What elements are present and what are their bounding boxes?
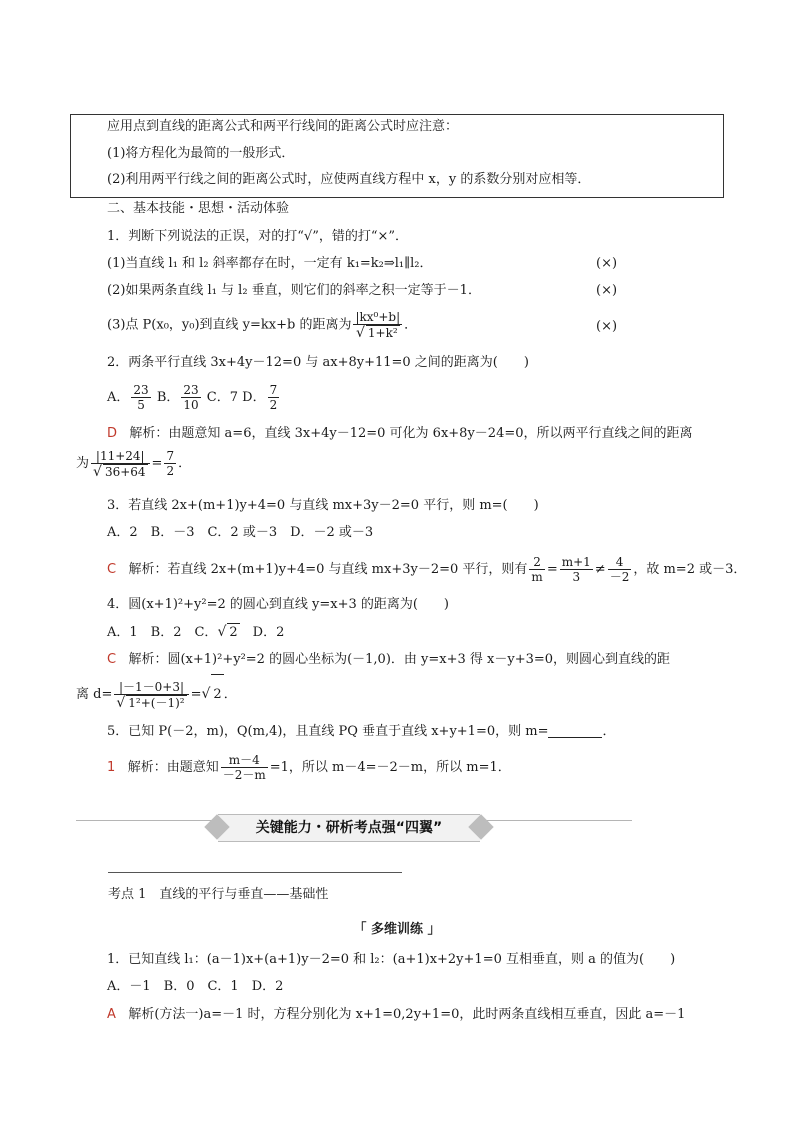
- q4-sol-fraction: [114, 680, 188, 710]
- q4-sol-prefix: 离 d=: [76, 687, 113, 702]
- q1-statement-3: [107, 310, 417, 341]
- q3-sol-frac-3: [608, 555, 632, 584]
- note-item-2: (2)利用两平行线之间的距离公式时，应使两直线方程中 x，y 的系数分别对应相等．: [107, 172, 591, 187]
- q2-sol-fraction: [91, 449, 150, 479]
- sqrt-icon: √: [217, 624, 227, 640]
- topic-q1-solution: [107, 1006, 685, 1024]
- sqrt-icon: √: [355, 325, 365, 341]
- q2-option-b-label: B．: [156, 390, 180, 405]
- section-banner: 关键能力・研析考点强“四翼”: [218, 814, 480, 842]
- q5-solution: [107, 750, 511, 786]
- q4-option-c-radicand: 2: [229, 625, 238, 640]
- q1-mark-1: (×): [596, 256, 618, 271]
- q1-stem: 1．判断下列说法的正误，对的打“√”，错的打“×”．: [107, 229, 409, 244]
- q3-sol-suffix: ，故 m=2 或－3．: [633, 562, 747, 577]
- q5-sol-suffix: =1，所以 m－4=－2－m，所以 m=1．: [269, 760, 511, 775]
- q4-sol-suffix: ．: [223, 687, 237, 702]
- topic-q1-answer: A: [107, 1007, 116, 1022]
- note-item-1: (1)将方程化为最简的一般形式．: [107, 146, 295, 161]
- q1-statement-2: (2)如果两条直线 l₁ 与 l₂ 垂直，则它们的斜率之积一定等于－1．: [107, 283, 481, 298]
- q2-solution-text: 解析：由题意知 a=6，直线 3x+4y－12=0 可化为 6x+8y－24=0，所以两平行直线之间的距离: [129, 426, 693, 441]
- q2-answer: D: [107, 426, 118, 441]
- q3-options: A．2 B．－3 C．2 或－3 D．－2 或－3: [107, 525, 374, 540]
- q4-stem: 4．圆(x+1)²+y²=2 的圆心到直线 y=x+3 的距离为( ): [107, 597, 450, 612]
- q4-options: [107, 623, 284, 642]
- q2-sol-prefix: 为: [76, 456, 90, 471]
- q3-sol-frac-2: [560, 555, 593, 584]
- q3-sol-frac-1: [529, 555, 544, 584]
- topic-q1-stem: 1．已知直线 l₁：(a－1)x+(a+1)y－2=0 和 l₂：(a+1)x+2y+1=0 互相垂直，则 a 的值为( ): [107, 952, 676, 967]
- q2-sol-den-radicand: 36+64: [104, 464, 146, 479]
- q4-sol-den-radicand: 1²+(－1)²: [128, 695, 185, 710]
- q2-solution-line-2: 为 $\frac{|11+24|}{√ 36+64}$ = $\frac{7}{2}$ ．: [76, 448, 192, 480]
- q3-f3-num: 4: [608, 555, 632, 570]
- q1-mark-2: (×): [596, 283, 618, 298]
- q5-sol-den: －2－m: [222, 768, 266, 782]
- banner-rule-right: [472, 820, 632, 821]
- q5-stem-prefix: 5．已知 P(－2，m)，Q(m,4)，且直线 PQ 垂直于直线 x+y+1=0，则 m=: [107, 724, 549, 739]
- q4-options-prefix: A．1 B．2 C．: [107, 625, 218, 640]
- q2-option-d-label: D．: [242, 390, 266, 405]
- q2-option-c: 7: [229, 390, 239, 405]
- q3-f1-num: 2: [529, 555, 544, 570]
- topic-q1-solution-text: 解析(方法一)a=－1 时，方程分别化为 x+1=0,2y+1=0，此时两条直线相互垂直，因此 a=－1: [128, 1007, 686, 1022]
- q4-answer: C: [107, 652, 117, 667]
- q5-answer: 1: [107, 760, 116, 775]
- q1-s3-den-radicand: 1+k²: [367, 326, 398, 340]
- banner-rule-left: [76, 820, 226, 821]
- q2-option-b-num: 23: [183, 383, 199, 397]
- q2-option-a: [131, 383, 150, 412]
- q1-s3-suffix: ．: [404, 317, 418, 333]
- q4-sol-num: |－1－0+3|: [114, 680, 188, 695]
- topic-q1-options: A．－1 B．0 C．1 D．2: [107, 979, 284, 994]
- topic-title: 考点 1 直线的平行与垂直——基础性: [108, 887, 329, 902]
- q5-stem: [107, 723, 616, 741]
- q2-sol-result: [164, 449, 176, 478]
- q5-answer-blank: [548, 725, 602, 738]
- sqrt-icon: √: [116, 694, 126, 711]
- q4-sol-den: [114, 695, 188, 710]
- sqrt-icon: √: [93, 463, 102, 480]
- q1-statement-1: (1)当直线 l₁ 和 l₂ 斜率都存在时，一定有 k₁=k₂⇒l₁∥l₂．: [107, 256, 433, 271]
- q3-f1-den: m: [531, 570, 543, 584]
- q2-stem: 2．两条平行直线 3x+4y－12=0 与 ax+8y+11=0 之间的距离为( ): [107, 355, 529, 370]
- q2-sol-den: [91, 464, 150, 479]
- section-heading: 二、基本技能・思想・活动体验: [107, 201, 290, 216]
- q5-sol-num: m－4: [221, 753, 268, 768]
- topic-rule: [108, 872, 402, 873]
- q2-option-a-num: 23: [133, 383, 149, 397]
- q4-sol-result: 2: [211, 674, 223, 715]
- q5-sol-prefix: 解析：由题意知: [127, 760, 219, 775]
- sqrt-icon: √: [201, 686, 211, 702]
- topic-subtitle: 「 多维训练 」: [353, 922, 441, 937]
- q2-sol-result-num: 7: [166, 449, 175, 463]
- q3-f2-num: m+1: [561, 555, 591, 569]
- q2-option-d: [268, 383, 280, 412]
- q3-stem: 3．若直线 2x+(m+1)y+4=0 与直线 mx+3y－2=0 平行，则 m=( ): [107, 498, 539, 513]
- q4-solution-line-2: 离 d= $\frac{|-1-0+3|}{\text{√ 1²+(－1)²}}$ =√ 2 ．: [76, 674, 237, 715]
- q5-stem-suffix: ．: [602, 724, 616, 739]
- q3-sol-prefix: 解析：若直线 2x+(m+1)y+4=0 与直线 mx+3y－2=0 平行，则有: [128, 562, 528, 577]
- q2-sol-num: |11+24|: [91, 449, 150, 464]
- q3-f3-den: －2: [609, 570, 630, 584]
- q2-solution-line-1: [107, 425, 693, 443]
- q1-s3-fraction: [353, 310, 402, 340]
- q2-option-d-num: 7: [269, 383, 278, 397]
- q2-sol-result-den: 2: [166, 464, 175, 478]
- q3-answer: C: [107, 562, 117, 577]
- q2-sol-suffix: ．: [178, 456, 192, 471]
- q1-s3-prefix: (3)点 P(x₀，y₀)到直线 y=kx+b 的距离为: [107, 317, 352, 333]
- q2-option-b: [181, 383, 200, 412]
- q3-f2-den: 3: [572, 570, 581, 584]
- q2-options: [107, 380, 281, 416]
- q1-s3-den: [353, 325, 402, 340]
- note-title: 应用点到直线的距离公式和两平行线间的距离公式时应注意：: [107, 119, 459, 134]
- q2-option-a-label: A．: [107, 390, 130, 405]
- q2-option-a-den: 5: [137, 398, 145, 412]
- q5-sol-fraction: [221, 753, 268, 782]
- q3-solution: C 解析：若直线 2x+(m+1)y+4=0 与直线 mx+3y－2=0 平行，则有 $\frac{2}{m}$ = $\frac{m+1}{3}$ ≠ $\frac{4}{-2}$ ，故 m=2 或－3．: [107, 555, 747, 584]
- q2-option-b-den: 10: [183, 398, 199, 412]
- q2-option-c-label: C．: [206, 390, 230, 405]
- q4-solution-text: 解析：圆(x+1)²+y²=2 的圆心坐标为(－1,0)．由 y=x+3 得 x－y+3=0，则圆心到直线的距: [128, 652, 671, 667]
- q4-solution-line-1: [107, 651, 670, 669]
- q1-mark-3: (×): [596, 319, 618, 334]
- q1-s3-num: |kx⁰+b|: [355, 310, 401, 324]
- q2-option-d-den: 2: [269, 398, 278, 412]
- q4-options-suffix: D．2: [239, 625, 285, 640]
